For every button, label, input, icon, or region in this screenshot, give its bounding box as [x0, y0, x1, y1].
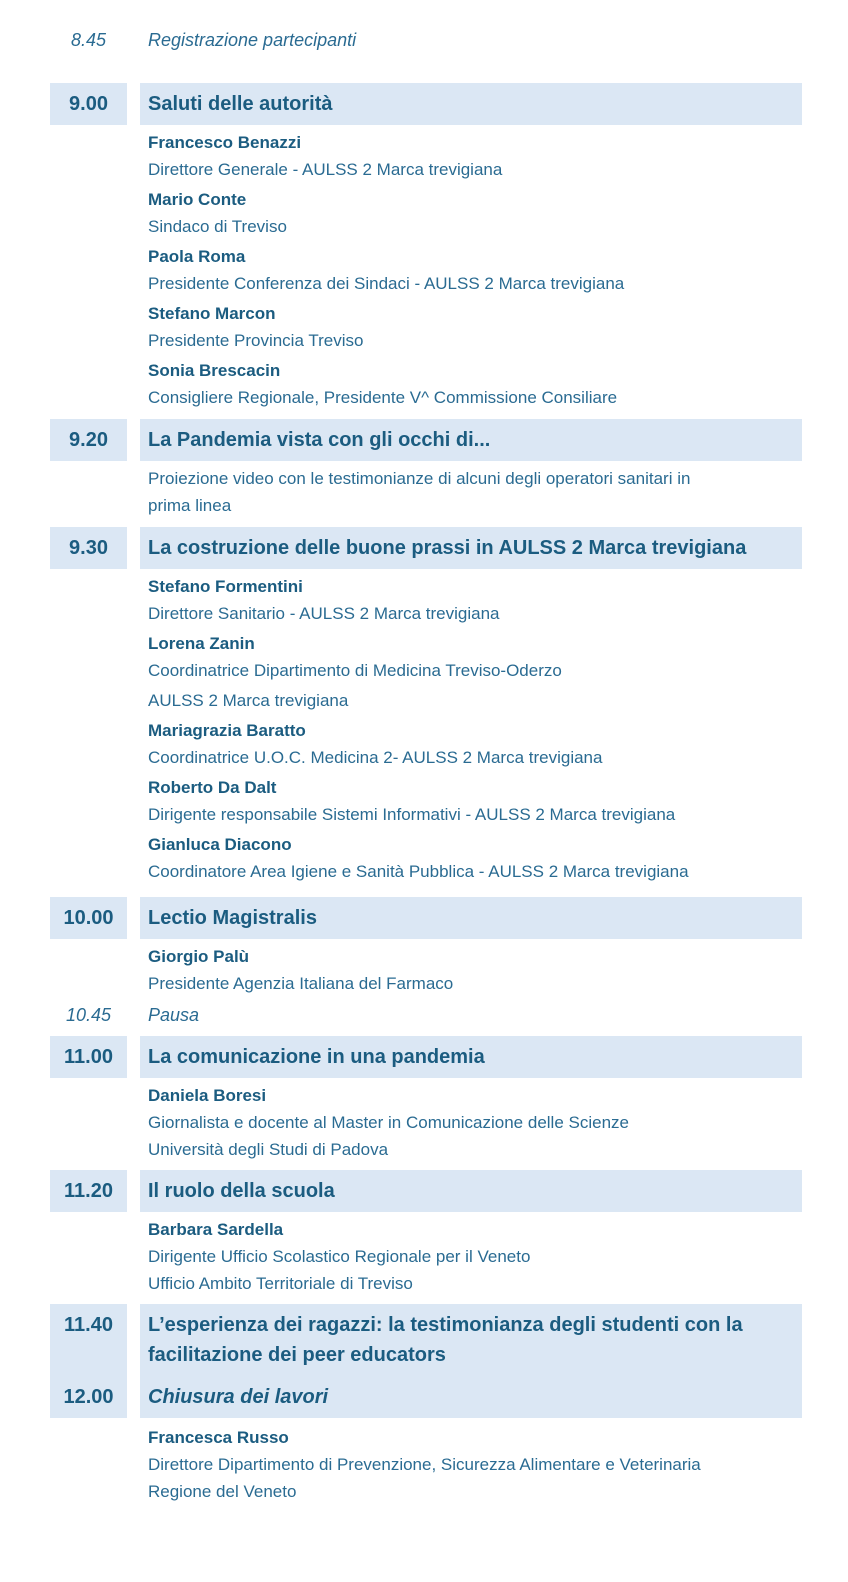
session-title: Chiusura dei lavori [140, 1376, 802, 1418]
speaker-role: Giornalista e docente al Master in Comunicazione delle Scienze Università degli Studi di Padova [148, 1113, 629, 1159]
session-body [140, 125, 802, 411]
speaker-role: Presidente Conferenza dei Sindaci - AULSS 2 Marca trevigiana [148, 274, 625, 293]
session-time: 11.00 [50, 1036, 127, 1078]
session-body [140, 1418, 802, 1505]
agenda-session [50, 1036, 802, 1163]
session-time: 9.20 [50, 419, 127, 461]
agenda-session [50, 1001, 802, 1029]
session-title: La comunicazione in una pandemia [140, 1036, 802, 1078]
speaker-name: Lorena Zanin [148, 634, 255, 653]
speaker-role: Dirigente responsabile Sistemi Informativi - AULSS 2 Marca trevigiana [148, 805, 676, 824]
session-title: Pausa [148, 1005, 200, 1025]
speaker-name: Francesco Benazzi [148, 133, 302, 152]
speaker-name: Francesca Russo [148, 1428, 289, 1447]
session-title: Saluti delle autorità [140, 83, 802, 125]
speaker-role: Direttore Sanitario - AULSS 2 Marca trevigiana [148, 604, 500, 623]
session-title: Il ruolo della scuola [140, 1170, 802, 1212]
speaker-name: Roberto Da Dalt [148, 778, 277, 797]
agenda-session [50, 897, 802, 997]
agenda-program [50, 22, 802, 1508]
speaker [148, 1424, 802, 1505]
speaker-role: Presidente Provincia Treviso [148, 331, 364, 350]
speaker-name: Daniela Boresi [148, 1086, 267, 1105]
agenda-session [50, 26, 802, 54]
session-header [50, 1001, 802, 1029]
speaker-name: Paola Roma [148, 247, 246, 266]
speaker-name: Gianluca Diacono [148, 835, 292, 854]
session-time: 10.00 [50, 897, 127, 939]
speaker-role: Presidente Agenzia Italiana del Farmaco [148, 974, 454, 993]
session-title: La costruzione delle buone prassi in AULSS 2 Marca trevigiana [140, 527, 802, 569]
session-description: prima linea [148, 496, 232, 515]
speaker [148, 357, 802, 411]
speaker [148, 943, 802, 997]
speaker-name: Barbara Sardella [148, 1220, 284, 1239]
session-time: 11.20 [50, 1170, 127, 1212]
speaker [148, 129, 802, 183]
speaker [148, 630, 802, 714]
session-description: Proiezione video con le testimonianze di alcuni degli operatori sanitari in [148, 469, 691, 488]
speaker-role: AULSS 2 Marca trevigiana [148, 691, 349, 710]
speaker-role: Consigliere Regionale, Presidente V^ Commissione Consiliare [148, 388, 618, 407]
speaker [148, 831, 802, 885]
session-header [50, 527, 802, 569]
speaker-name: Stefano Marcon [148, 304, 276, 323]
agenda-session [50, 419, 802, 519]
speaker [148, 186, 802, 240]
speaker-name: Mariagrazia Baratto [148, 721, 306, 740]
speaker-name: Sonia Brescacin [148, 361, 281, 380]
speaker [148, 1216, 802, 1297]
session-body [140, 569, 802, 885]
session-header [50, 26, 802, 54]
session-title: Lectio Magistralis [140, 897, 802, 939]
session-time: 12.00 [50, 1376, 127, 1418]
session-time: 11.40 [50, 1304, 127, 1376]
session-header [50, 1170, 802, 1212]
session-header [50, 1304, 802, 1376]
agenda-session [50, 527, 802, 885]
session-header [50, 1376, 802, 1418]
speaker-role: Coordinatrice Dipartimento di Medicina Treviso-Oderzo [148, 661, 562, 680]
session-time: 9.30 [50, 527, 127, 569]
agenda-session [50, 83, 802, 411]
speaker [148, 573, 802, 627]
agenda-session [50, 1376, 802, 1505]
agenda-session [50, 1304, 802, 1376]
session-header [50, 1036, 802, 1078]
speaker [148, 774, 802, 828]
session-title: La Pandemia vista con gli occhi di... [140, 419, 802, 461]
speaker-name: Stefano Formentini [148, 577, 303, 596]
speaker-name: Giorgio Palù [148, 947, 250, 966]
session-time: 10.45 [65, 1005, 112, 1025]
session-title: L’esperienza dei ragazzi: la testimonianza degli studenti con la facilitazione dei peer educators [140, 1304, 802, 1376]
speaker [148, 300, 802, 354]
session-body [140, 939, 802, 997]
speaker-role: Coordinatore Area Igiene e Sanità Pubblica - AULSS 2 Marca trevigiana [148, 862, 689, 881]
session-body [140, 1212, 802, 1297]
speaker [148, 243, 802, 297]
speaker-role: Direttore Dipartimento di Prevenzione, Sicurezza Alimentare e Veterinaria Regione del Veneto [148, 1455, 701, 1501]
speaker-role: Direttore Generale - AULSS 2 Marca trevigiana [148, 160, 503, 179]
speaker [148, 1082, 802, 1163]
session-time: 9.00 [50, 83, 127, 125]
speaker-role: Dirigente Ufficio Scolastico Regionale per il Veneto Ufficio Ambito Territoriale di Treviso [148, 1247, 531, 1293]
speaker-name: Mario Conte [148, 190, 247, 209]
speaker-role: Coordinatrice U.O.C. Medicina 2- AULSS 2 Marca trevigiana [148, 748, 603, 767]
session-body [140, 461, 802, 519]
session-header [50, 83, 802, 125]
speaker [148, 717, 802, 771]
session-title: Registrazione partecipanti [148, 30, 357, 50]
session-header [50, 419, 802, 461]
speaker-role: Sindaco di Treviso [148, 217, 287, 236]
session-body [140, 1078, 802, 1163]
agenda-session [50, 1170, 802, 1297]
session-header [50, 897, 802, 939]
session-time: 8.45 [70, 30, 107, 50]
